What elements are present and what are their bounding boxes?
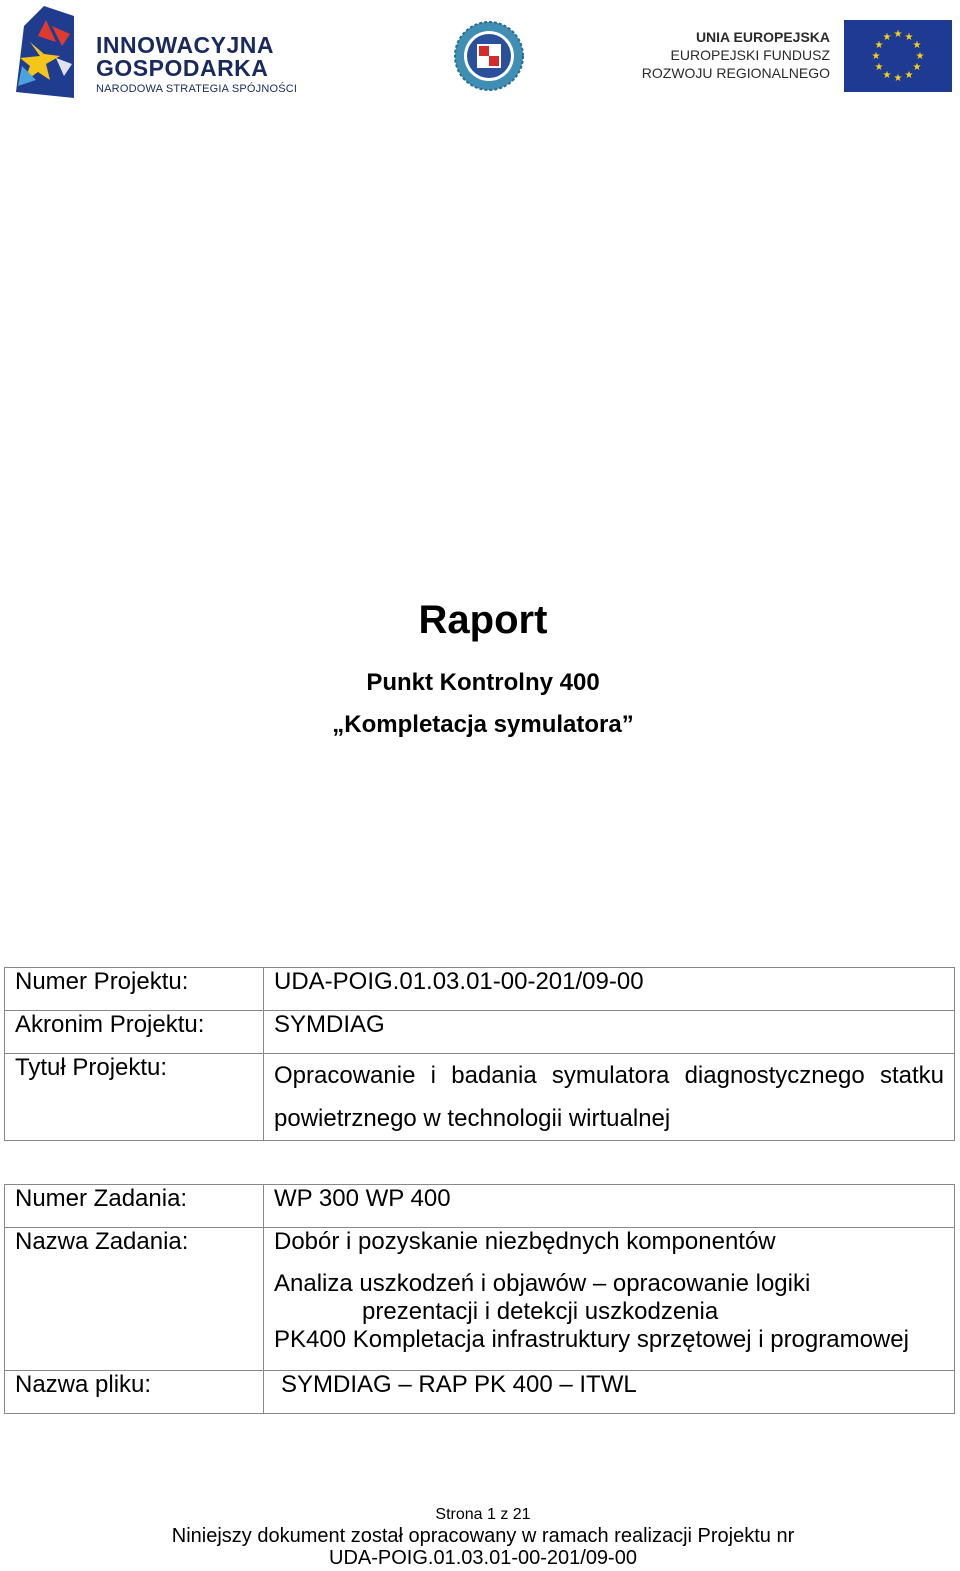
footer-note-line2: UDA-POIG.01.03.01-00-201/09-00 [329, 1547, 637, 1569]
innowacyjna-gospodarka-logo [16, 6, 306, 102]
project-acronym-label: Akronim Projektu: [5, 1011, 264, 1054]
task-number-label: Numer Zadania: [5, 1185, 264, 1228]
ig-emblem-icon [16, 6, 78, 100]
report-subtitle-name: „Kompletacja symulatora” [332, 711, 634, 738]
eu-flag-icon [844, 20, 952, 92]
task-name-label: Nazwa Zadania: [5, 1228, 264, 1371]
project-number-value: UDA-POIG.01.03.01-00-201/09-00 [264, 968, 955, 1011]
svg-text:★: ★ [893, 29, 903, 40]
report-subtitle-checkpoint: Punkt Kontrolny 400 [366, 669, 600, 696]
svg-text:★: ★ [915, 51, 925, 62]
header-logos [0, 0, 960, 110]
svg-text:★: ★ [882, 32, 892, 43]
project-info-table [4, 967, 955, 1141]
project-title-value: Opracowanie i badania symulatora diagnostycznego statku powietrznego w technologii wirtualnej [264, 1054, 955, 1141]
table-row [5, 1011, 955, 1054]
eu-fund-logo [640, 20, 952, 92]
task-name-analysis [274, 1270, 944, 1326]
page-number: Strona 1 z 21 [435, 1506, 531, 1523]
itwl-institute-logo [453, 20, 525, 92]
task-name-line2b: prezentacji i detekcji uszkodzenia [362, 1298, 719, 1325]
task-name-line3: PK400 Kompletacja infrastruktury sprzętowej i programowej [274, 1326, 909, 1353]
task-name-line1: Dobór i pozyskanie niezbędnych komponentów [274, 1228, 776, 1255]
eu-logo-line2: EUROPEJSKI FUNDUSZ [670, 47, 830, 63]
eu-logo-line3: ROZWOJU REGIONALNEGO [641, 65, 830, 81]
ig-logo-line3: NARODOWA STRATEGIA SPÓJNOŚCI [96, 83, 298, 95]
project-acronym-value: SYMDIAG [264, 1011, 955, 1054]
svg-text:★: ★ [893, 73, 903, 84]
task-info-table [4, 1184, 955, 1414]
svg-text:★: ★ [904, 32, 914, 43]
file-name-label: Nazwa pliku: [5, 1371, 264, 1414]
eu-logo-line1: UNIA EUROPEJSKA [695, 29, 830, 45]
report-title: Raport [418, 598, 548, 642]
table-row [5, 968, 955, 1011]
svg-text:★: ★ [871, 51, 881, 62]
ig-logo-line1: INNOWACYJNA [96, 32, 275, 58]
task-number-value: WP 300 WP 400 [264, 1185, 955, 1228]
svg-text:★: ★ [912, 40, 922, 51]
ig-logo-line2: GOSPODARKA [96, 55, 269, 81]
svg-text:★: ★ [904, 70, 914, 81]
svg-text:★: ★ [874, 62, 884, 73]
project-title-label: Tytuł Projektu: [5, 1054, 264, 1141]
table-row [5, 1054, 955, 1141]
table-row [5, 1185, 955, 1228]
task-name-line2a: Analiza uszkodzeń i objawów – opracowanie logiki [274, 1270, 811, 1297]
itwl-seal-icon [453, 20, 525, 92]
footer-note-line1: Niniejszy dokument został opracowany w ramach realizacji Projektu nr [171, 1525, 795, 1547]
svg-text:★: ★ [912, 62, 922, 73]
svg-text:★: ★ [882, 70, 892, 81]
table-row [5, 1371, 955, 1414]
project-number-label: Numer Projektu: [5, 968, 264, 1011]
svg-text:★: ★ [874, 40, 884, 51]
table-row [5, 1228, 955, 1371]
task-name-value [264, 1228, 955, 1371]
file-name-value: SYMDIAG – RAP PK 400 – ITWL [264, 1371, 955, 1414]
